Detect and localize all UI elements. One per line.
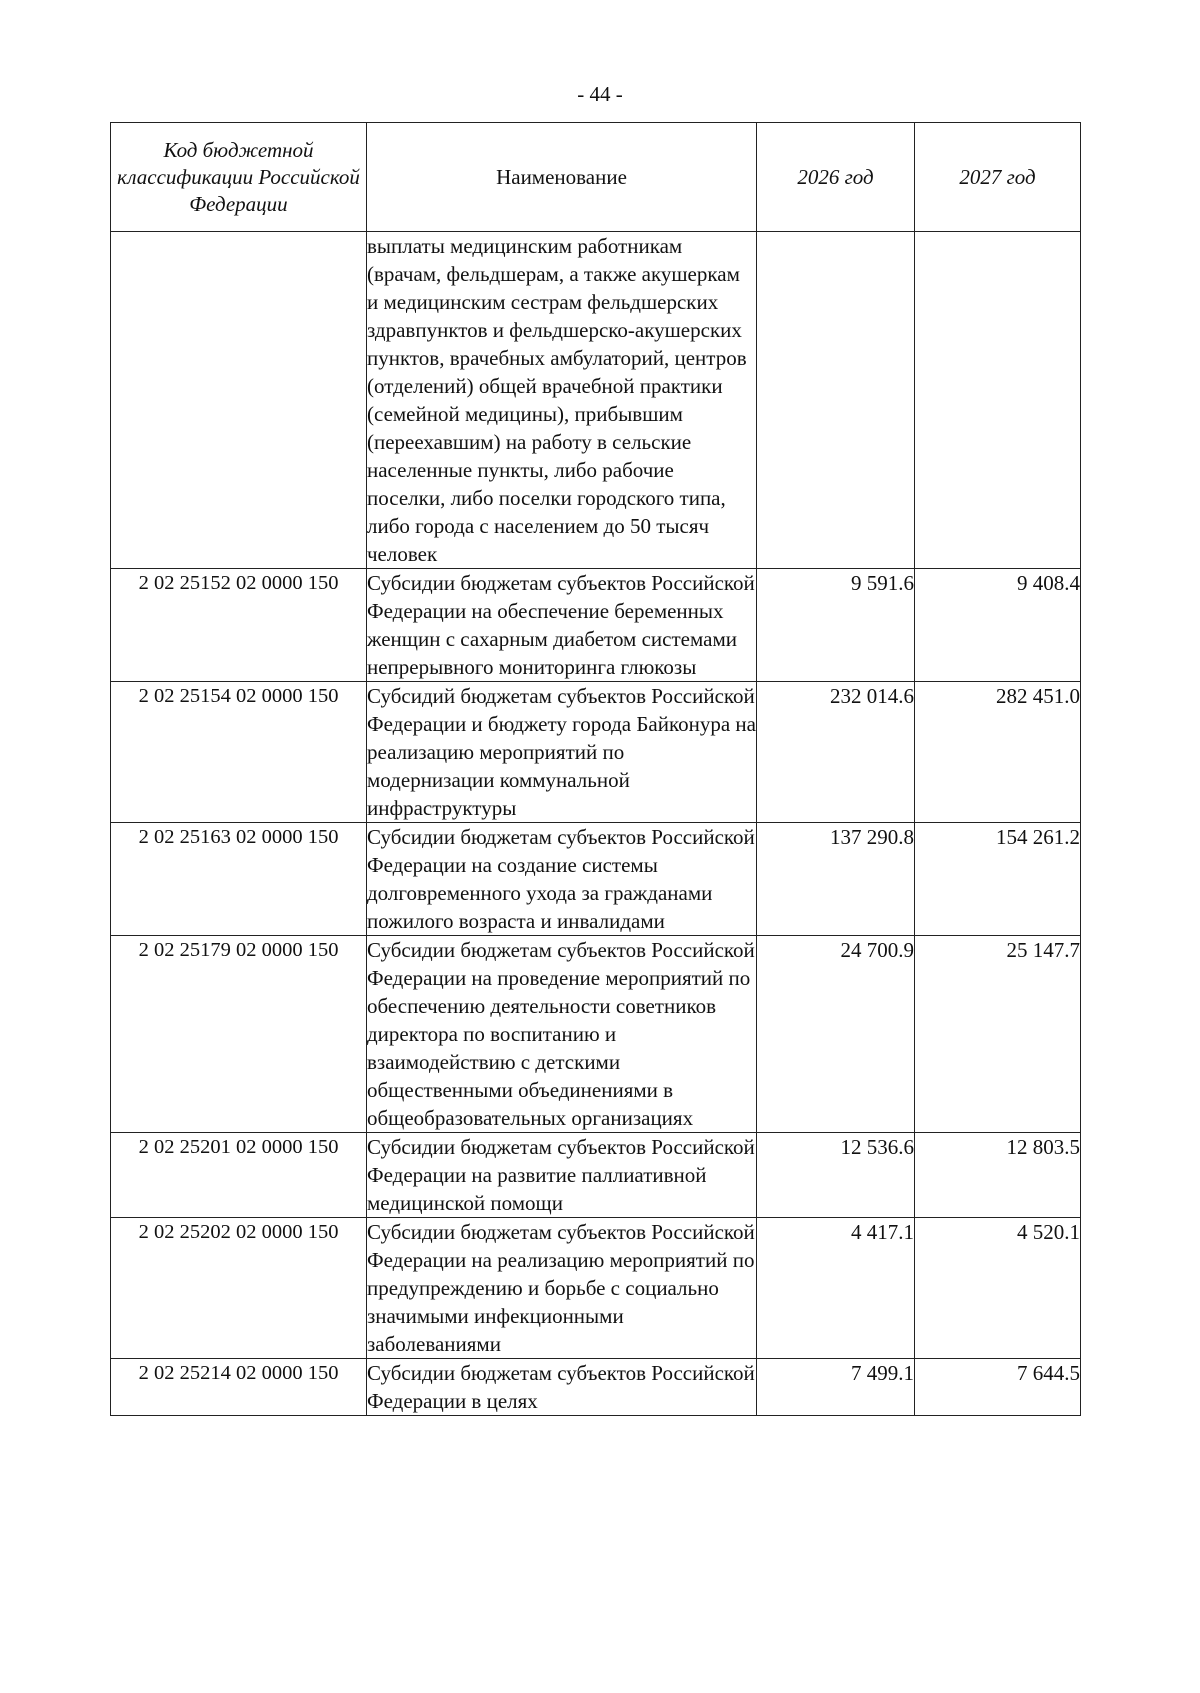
- table-row: [111, 823, 1081, 936]
- row-2026: 232 014.6: [757, 682, 915, 823]
- row-2026: [757, 232, 915, 569]
- row-name: Субсидии бюджетам субъектов Российской Федерации в целях: [367, 1359, 757, 1416]
- row-2026: 9 591.6: [757, 569, 915, 682]
- row-name: Субсидии бюджетам субъектов Российской Федерации на создание системы долговременного ухода за гражданами пожилого возраста и инвалидами: [367, 823, 757, 936]
- row-name: Субсидии бюджетам субъектов Российской Федерации на развитие паллиативной медицинской помощи: [367, 1133, 757, 1218]
- row-2026: 7 499.1: [757, 1359, 915, 1416]
- table-row: [111, 682, 1081, 823]
- row-2026: 24 700.9: [757, 936, 915, 1133]
- row-2027: 154 261.2: [915, 823, 1081, 936]
- table-header-row: [111, 123, 1081, 232]
- table-row: [111, 232, 1081, 569]
- table-row: [111, 1359, 1081, 1416]
- row-2027: [915, 232, 1081, 569]
- row-2026: 12 536.6: [757, 1133, 915, 1218]
- header-year-2026: 2026 год: [757, 123, 915, 232]
- row-code: 2 02 25154 02 0000 150: [111, 682, 367, 823]
- header-name: Наименование: [367, 123, 757, 232]
- row-code: 2 02 25179 02 0000 150: [111, 936, 367, 1133]
- table-row: [111, 1218, 1081, 1359]
- row-code: 2 02 25163 02 0000 150: [111, 823, 367, 936]
- header-code: Код бюджетной классификации Российской Федерации: [111, 123, 367, 232]
- table-row: [111, 569, 1081, 682]
- row-2027: 12 803.5: [915, 1133, 1081, 1218]
- row-name: Субсидий бюджетам субъектов Российской Федерации и бюджету города Байконура на реализацию мероприятий по модернизации коммунальной инфраструктуры: [367, 682, 757, 823]
- row-2026: 137 290.8: [757, 823, 915, 936]
- row-code: 2 02 25201 02 0000 150: [111, 1133, 367, 1218]
- row-name: Субсидии бюджетам субъектов Российской Федерации на реализацию мероприятий по предупреждению и борьбе с социально значимыми инфекционными заболеваниями: [367, 1218, 757, 1359]
- header-year-2027: 2027 год: [915, 123, 1081, 232]
- row-2026: 4 417.1: [757, 1218, 915, 1359]
- row-2027: 4 520.1: [915, 1218, 1081, 1359]
- table-row: [111, 936, 1081, 1133]
- row-2027: 282 451.0: [915, 682, 1081, 823]
- budget-table: [110, 122, 1081, 1416]
- row-2027: 7 644.5: [915, 1359, 1081, 1416]
- page-number: - 44 -: [577, 82, 623, 106]
- row-code: [111, 232, 367, 569]
- row-name: Субсидии бюджетам субъектов Российской Федерации на обеспечение беременных женщин с сахарным диабетом системами непрерывного мониторинга глюкозы: [367, 569, 757, 682]
- row-code: 2 02 25214 02 0000 150: [111, 1359, 367, 1416]
- row-name: выплаты медицинским работникам (врачам, фельдшерам, а также акушеркам и медицинским сестрам фельдшерских здравпунктов и фельдшерско-акушерских пунктов, врачебных амбулаторий, центров (отделений) общей врачебной практики (семейной медицины), прибывшим (переехавшим) на работу в сельские населенные пункты, либо рабочие поселки, либо поселки городского типа, либо города с населением до 50 тысяч человек: [367, 232, 757, 569]
- row-name: Субсидии бюджетам субъектов Российской Федерации на проведение мероприятий по обеспечению деятельности советников директора по воспитанию и взаимодействию с детскими общественными объединениями в общеобразовательных организациях: [367, 936, 757, 1133]
- row-2027: 25 147.7: [915, 936, 1081, 1133]
- row-2027: 9 408.4: [915, 569, 1081, 682]
- row-code: 2 02 25152 02 0000 150: [111, 569, 367, 682]
- row-code: 2 02 25202 02 0000 150: [111, 1218, 367, 1359]
- table-row: [111, 1133, 1081, 1218]
